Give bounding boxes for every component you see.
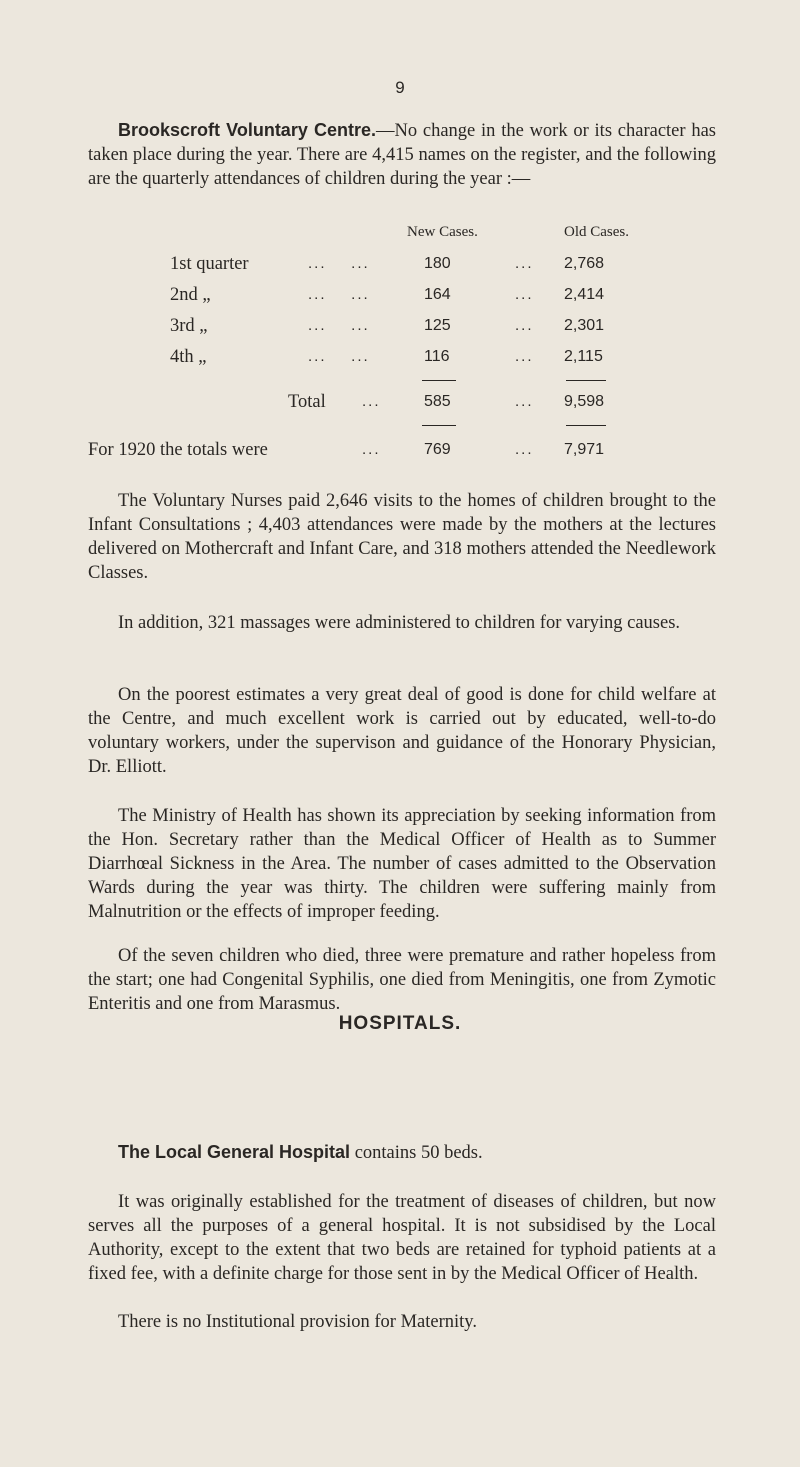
prev-year-old: 7,971 (564, 441, 605, 458)
table-row-label: 2nd „ (170, 285, 211, 305)
paragraph-nurses: The Voluntary Nurses paid 2,646 visits to the homes of children brought to the Infant Consultations ; 4,403 attendances were made by the mothers at the lectures delivered on Mothercraft and Infant Care, and 318 mothers attended the Needlework Classes. (88, 491, 716, 583)
hospitals-heading: HOSPITALS. (338, 1013, 462, 1034)
leader-dots: ... (515, 441, 534, 458)
local-hospital-beds: contains 50 beds. (350, 1143, 483, 1163)
total-new: 585 (424, 393, 451, 410)
table-cell-old: 2,414 (564, 286, 605, 303)
total-label: Total (288, 392, 326, 412)
leader-dots: ... ... (308, 286, 370, 303)
total-old: 9,598 (564, 393, 605, 410)
leader-dots: ... (515, 348, 534, 365)
sum-rule (566, 380, 606, 381)
prev-year-label: For 1920 the totals were (88, 440, 268, 460)
prev-year-new: 769 (424, 441, 451, 458)
local-hospital-heading: The Local General Hospital (118, 1142, 351, 1162)
leader-dots: ... (515, 286, 534, 303)
table-row-label: 1st quarter (170, 254, 249, 274)
table-cell-new: 164 (424, 286, 451, 303)
leader-dots: ... ... (308, 348, 370, 365)
leader-dots: ... (515, 393, 534, 410)
table-cell-new: 116 (424, 348, 450, 365)
local-hospital-line (88, 1140, 716, 1165)
table-row-label: 3rd „ (170, 316, 208, 336)
leader-dots: ... (362, 441, 381, 458)
table-cell-new: 180 (424, 255, 451, 272)
col-header-old: Old Cases. (564, 224, 629, 240)
leader-dots: ... (362, 393, 381, 410)
sum-rule (422, 380, 456, 381)
brookscroft-intro (88, 118, 716, 191)
paragraph-deaths: Of the seven children who died, three were premature and rather hopeless from the start; one had Congenital Syphilis, one died from Meningitis, one from Zymotic Enteritis and one from Marasmus. (88, 946, 716, 1014)
paragraph-ministry: The Ministry of Health has shown its appreciation by seeking information from the Hon. Secretary rather than the Medical Officer of Health as to Summer Diarrhœal Sickness in the Area. The number of cases admitted to the Observation Wards during the year was thirty. The children were suffering mainly from Malnutrition or the effects of improper feeding. (88, 806, 716, 922)
table-cell-old: 2,301 (564, 317, 605, 334)
sum-rule (422, 425, 456, 426)
table-cell-old: 2,768 (564, 255, 605, 272)
brookscroft-intro-text: —No change in the work or its character has taken place during the year. There are 4,415 names on the register, and the following are the quarterly attendances of children during the year :— (88, 121, 716, 189)
sum-rule (566, 425, 606, 426)
table-cell-old: 2,115 (564, 348, 603, 365)
leader-dots: ... (515, 255, 534, 272)
leader-dots: ... ... (308, 255, 370, 272)
paragraph-maternity: There is no Institutional provision for Maternity. (118, 1312, 477, 1332)
paragraph-massages: In addition, 321 massages were administered to children for varying causes. (118, 613, 681, 633)
paragraph-hospital-origin: It was originally established for the treatment of diseases of children, but now serves all the purposes of a general hospital. It is not subsidised by the Local Authority, except to the extent that two beds are retained for typhoid patients at a fixed fee, with a definite charge for those sent in by the Medical Officer of Health. (88, 1192, 716, 1284)
paragraph-estimates: On the poorest estimates a very great deal of good is done for child welfare at the Centre, and much excellent work is carried out by educated, well-to-do voluntary workers, under the supervison and guidance of the Honorary Physician, Dr. Elliott. (88, 685, 716, 777)
table-cell-new: 125 (424, 317, 451, 334)
page-number: 9 (395, 78, 405, 97)
col-header-new: New Cases. (407, 224, 478, 240)
leader-dots: ... ... (308, 317, 370, 334)
leader-dots: ... (515, 317, 534, 334)
table-row-label: 4th „ (170, 347, 207, 367)
brookscroft-heading: Brookscroft Voluntary Centre. (118, 120, 376, 140)
